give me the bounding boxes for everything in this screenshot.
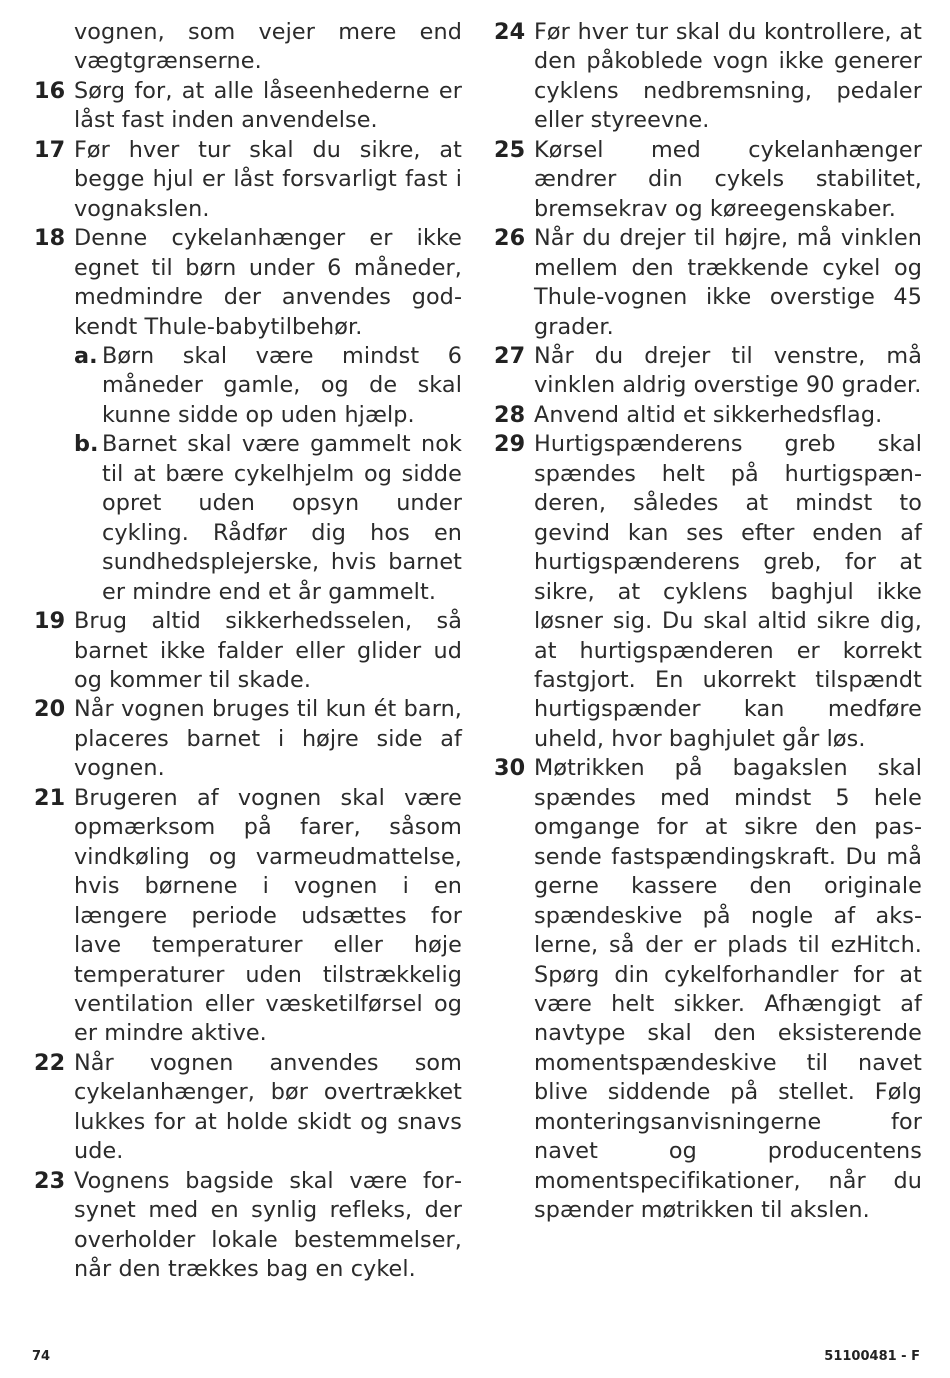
list-item-20 [34, 695, 462, 783]
sub-item-text: Barnet skal være gammelt nok til at bære cykelhjelm og sidde opret uden opsyn under cykling. Rådfør dig hos en sundhedsplejerske, hvis barnet er mindre end et år gammelt. [102, 431, 462, 605]
item-number: 22 [34, 1049, 66, 1076]
item-text: Før hver tur skal du sikre, at begge hjul er låst forsvarligt fast i vognakslen. [74, 136, 462, 222]
item-number: 26 [494, 225, 526, 252]
item-number: 25 [494, 136, 526, 163]
page-number: 74 [32, 1349, 51, 1364]
item-number: 30 [494, 755, 526, 782]
left-column [34, 18, 462, 1284]
item-number: 17 [34, 136, 66, 163]
item-number: 21 [34, 784, 66, 811]
item-text: Vognens bagside skal være forsynet med en synlig refleks, der overholder lokale bestemmelser, når den trækkes bag en cykel. [74, 1167, 462, 1283]
sub-item-text: Børn skal være mindst 6 måneder gamle, og de skal kunne sidde op uden hjælp. [102, 342, 462, 428]
list-item-continuation [34, 18, 462, 77]
list-item-17 [34, 136, 462, 224]
item-text: Brug altid sikkerhedsselen, så barnet ikke falder eller glider ud og kommer til skade. [74, 608, 462, 693]
list-item-19 [34, 607, 462, 695]
sub-item-letter: a. [74, 342, 98, 369]
item-number: 18 [34, 225, 66, 252]
list-item-29 [494, 430, 922, 754]
item-text: Anvend altid et sikkerhedsflag. [534, 401, 883, 428]
list-item-26 [494, 224, 922, 342]
list-item-23 [34, 1167, 462, 1285]
item-number: 29 [494, 431, 526, 458]
item-text: Brugeren af vognen skal være opmærksom på farer, såsom vindkøling og varmeudmattelse, hvis børnene i vognen i en længere periode udsættes for lave temperaturer eller høje temperaturer uden tilstrækkelig ventilation eller væsketilførsel og er mindre aktive. [74, 784, 462, 1047]
list-item-18 [34, 224, 462, 607]
item-number: 19 [34, 608, 66, 635]
list-item-25 [494, 136, 922, 224]
item-number: 27 [494, 342, 526, 369]
document-code: 51100481 - F [824, 1349, 920, 1364]
item-text: Når vognen bruges til kun ét barn, placeres barnet i højre side af vognen. [74, 696, 462, 782]
right-column [494, 18, 922, 1226]
sub-item-b [74, 430, 462, 607]
sub-item-letter: b. [74, 431, 99, 458]
item-text: Møtrikken på bagakslen skal spændes med mindst 5 hele omgange for at sikre den passende fastspændingskraft. Du må gerne kassere den originale spændeskive på nogle af akslerne, så der er plads til ezHitch. Spørg din cykelforhandler for at være helt sikker. Afhængigt af navtype skal den eksisterende momentspændeskive til navet blive siddende på stellet. Følg monteringsanvisningerne for navet og producentens momentspecifikationer, når du spænder møtrikken til akslen. [534, 755, 922, 1224]
item-text: Når vognen anvendes som cykelanhænger, bør overtrækket lukkes for at holde skidt og snavs ude. [74, 1049, 462, 1165]
item-text: Når du drejer til højre, må vinklen mellem den trækkende cykel og Thule-vognen ikke overstige 45 grader. [534, 225, 922, 340]
list-item-27 [494, 342, 922, 401]
list-item-30 [494, 754, 922, 1225]
item-text: Når du drejer til venstre, må vinklen aldrig overstige 90 grader. [534, 342, 922, 399]
item-number: 23 [34, 1167, 66, 1194]
item-text: Sørg for, at alle låseenhederne er låst fast inden anvendelse. [74, 77, 462, 134]
item-text: Før hver tur skal du kontrollere, at den påkoblede vogn ikke generer cyklens nedbremsning, pedaler eller styreevne. [534, 19, 922, 134]
item-text: Kørsel med cykelanhænger ændrer din cykels stabilitet, bremsekrav og køreegenskaber. [534, 136, 922, 222]
item-number: 24 [494, 19, 526, 45]
item-number: 20 [34, 696, 66, 723]
list-item-24 [494, 18, 922, 136]
list-item-21 [34, 784, 462, 1049]
list-item-22 [34, 1049, 462, 1167]
item-number: 16 [34, 77, 66, 104]
item-number: 28 [494, 401, 526, 428]
item-text: vognen, som vejer mere end vægtgrænserne. [74, 19, 462, 75]
item-text: Hurtigspænderens greb skal spændes helt på hurtigspænderen, således at mindst to gevind kan ses efter enden af hurtigspænderens greb, for at sikre, at cyklens baghjul ikke løsner sig. Du skal altid sikre dig, at hurtigspænderen er korrekt fastgjort. En ukorrekt tilspændt hurtigspænder kan medføre uheld, hvor baghjulet går løs. [534, 431, 922, 752]
list-item-28 [494, 401, 922, 430]
item-text: Denne cykelanhænger er ikke egnet til børn under 6 måneder, medmindre der anvendes godkendt Thule-babytilbehør. [74, 225, 462, 340]
sub-item-a [74, 342, 462, 430]
list-item-16 [34, 77, 462, 136]
